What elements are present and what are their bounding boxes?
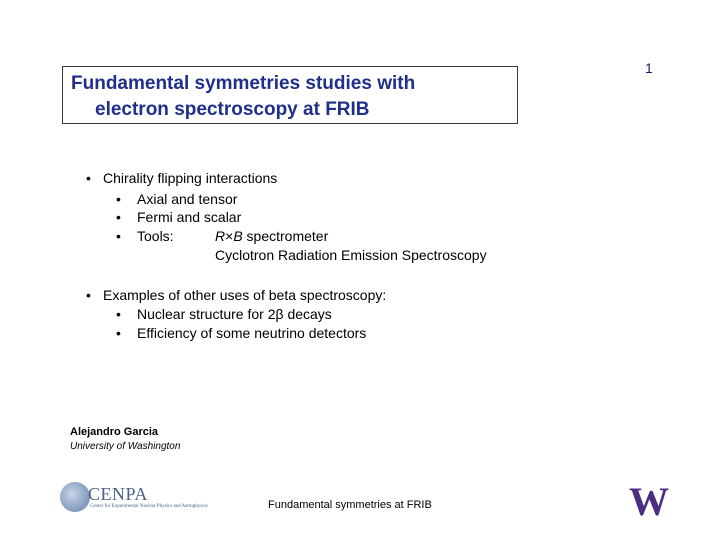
- slide-number: 1: [645, 60, 653, 76]
- spectrometer-text: spectrometer: [242, 228, 329, 244]
- uw-w-letter: W: [629, 483, 669, 519]
- bullet-rxb-spectrometer: [215, 228, 328, 244]
- bullet-cres: Cyclotron Radiation Emission Spectroscopy: [215, 247, 487, 263]
- title-line-1: Fundamental symmetries studies with: [71, 73, 416, 94]
- footer-text: Fundamental symmetries at FRIB: [268, 499, 432, 511]
- decays-text: decays: [283, 306, 332, 322]
- bullet-dot: •: [116, 325, 121, 341]
- bullet-examples: Examples of other uses of beta spectroscopy:: [103, 287, 387, 303]
- bullet-dot: •: [86, 170, 91, 186]
- bullet-dot: •: [116, 306, 121, 322]
- cenpa-wordmark: CENPA: [88, 484, 148, 504]
- bullet-dot: •: [86, 287, 91, 303]
- r-symbol: R: [215, 228, 226, 244]
- title-line-2: electron spectroscopy at FRIB: [95, 99, 370, 120]
- author-name: Alejandro Garcia: [70, 426, 159, 438]
- bullet-neutrino-detectors: Efficiency of some neutrino detectors: [137, 325, 367, 341]
- beta-symbol: β: [275, 306, 284, 322]
- bullet-chirality: Chirality flipping interactions: [103, 170, 278, 186]
- b-symbol: B: [233, 228, 243, 244]
- cross-symbol: ×: [225, 228, 234, 244]
- bullet-axial-tensor: Axial and tensor: [137, 191, 238, 207]
- bullet-dot: •: [116, 209, 121, 225]
- cenpa-subtitle: Center for Experimental Nuclear Physics and Astrophysics: [90, 504, 208, 509]
- bullet-fermi-scalar: Fermi and scalar: [137, 209, 242, 225]
- author-affiliation: University of Washington: [70, 441, 181, 452]
- title-box: [62, 66, 518, 124]
- bullet-tools-label: Tools:: [137, 228, 174, 244]
- bullet-nuclear-structure: [137, 306, 332, 322]
- bullet-dot: •: [116, 191, 121, 207]
- cenpa-globe-icon: [60, 482, 90, 512]
- bullet-dot: •: [116, 228, 121, 244]
- uw-w-logo: [624, 483, 674, 519]
- cenpa-logo: [58, 480, 258, 516]
- nuclear-structure-text: Nuclear structure for 2: [137, 306, 276, 322]
